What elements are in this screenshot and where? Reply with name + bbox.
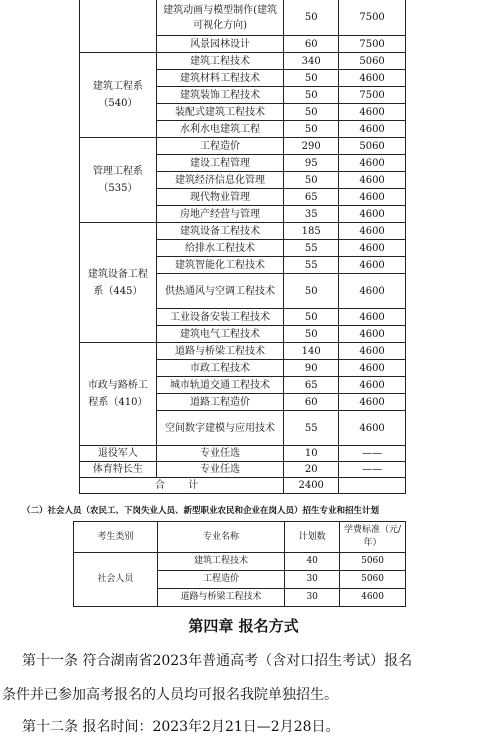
fee-cell: 4600 — [339, 326, 406, 343]
table-row — [80, 138, 406, 155]
plan-cell: 50 — [284, 309, 339, 326]
major-cell: 风景园林设计 — [156, 36, 283, 53]
major-cell: 工程造价 — [156, 138, 283, 155]
fee-cell: 4600 — [339, 274, 406, 309]
plan-cell: 185 — [284, 223, 339, 240]
major-cell: 建设工程管理 — [156, 155, 283, 172]
header-fee: 学费标准（元/年） — [340, 522, 406, 553]
plan-cell: 340 — [284, 53, 339, 70]
fee-cell: 5060 — [340, 571, 406, 589]
major-cell: 工业设备安装工程技术 — [156, 309, 283, 326]
major-cell: 建筑工程技术 — [157, 553, 285, 571]
major-cell: 道路与桥梁工程技术 — [157, 589, 285, 607]
plan-cell: 65 — [284, 189, 339, 206]
major-cell: 道路工程造价 — [156, 394, 283, 411]
major-cell: 建筑材料工程技术 — [156, 70, 283, 87]
total-label: 合 计 — [80, 478, 284, 494]
major-cell: 城市轨道交通工程技术 — [156, 377, 283, 394]
type-cell: 社会人员 — [74, 553, 158, 607]
chapter-title: 第四章 报名方式 — [188, 617, 299, 635]
major-cell: 建筑动画与模型制作(建筑可视化方向) — [156, 0, 283, 36]
table-row — [80, 446, 406, 462]
fee-cell: 4600 — [339, 257, 406, 274]
dept-cell: 建筑设备工程系（445） — [80, 223, 157, 343]
fee-cell: 4600 — [339, 223, 406, 240]
plan-cell: 65 — [284, 377, 339, 394]
fee-cell: 7500 — [339, 36, 406, 53]
table-row — [80, 223, 406, 240]
plan-cell: 50 — [284, 0, 339, 36]
major-cell: 道路与桥梁工程技术 — [156, 343, 283, 360]
fee-cell: 4600 — [339, 172, 406, 189]
dept-cell: 市政与路桥工程系（410） — [80, 343, 157, 446]
table-row — [80, 53, 406, 70]
plan-cell: 60 — [284, 36, 339, 53]
plan-cell: 50 — [284, 104, 339, 121]
plan-cell: 55 — [284, 240, 339, 257]
fee-cell: 4600 — [339, 309, 406, 326]
header-major: 专业名称 — [157, 522, 285, 553]
plan-cell: 30 — [285, 571, 340, 589]
major-cell: 建筑设备工程技术 — [156, 223, 283, 240]
fee-cell: 4600 — [339, 377, 406, 394]
header-type: 考生类别 — [74, 522, 158, 553]
major-cell: 专业任选 — [156, 462, 283, 478]
fee-cell: 4600 — [339, 104, 406, 121]
enrollment-plan-table — [79, 0, 406, 494]
plan-cell: 55 — [284, 411, 339, 446]
major-cell: 建筑经济信息化管理 — [156, 172, 283, 189]
table-row — [80, 343, 406, 360]
plan-cell: 20 — [284, 462, 339, 478]
table-row — [80, 462, 406, 478]
fee-cell: 7500 — [339, 87, 406, 104]
plan-cell: 50 — [284, 121, 339, 138]
major-cell: 空间数字建模与应用技术 — [156, 411, 283, 446]
plan-cell: 50 — [284, 172, 339, 189]
fee-cell: 4600 — [339, 70, 406, 87]
header-row — [74, 522, 406, 553]
major-cell: 给排水工程技术 — [156, 240, 283, 257]
dept-cell: 管理工程系（535） — [80, 138, 157, 223]
fee-cell: 4600 — [339, 360, 406, 377]
fee-cell: 4600 — [339, 411, 406, 446]
article-12: 第十二条 报名时间：2023年2月21日—2月28日。 — [22, 719, 340, 735]
total-value: 2400 — [284, 478, 339, 494]
fee-cell: 4600 — [339, 240, 406, 257]
header-plan: 计划数 — [285, 522, 340, 553]
plan-cell: 50 — [284, 87, 339, 104]
section-title: （二）社会人员（农民工、下岗失业人员、新型职业农民和企业在岗人员）招生专业和招生计划 — [22, 506, 380, 516]
social-enrollment-table — [73, 521, 406, 607]
plan-cell: 60 — [284, 394, 339, 411]
fee-cell: 4600 — [339, 394, 406, 411]
plan-cell: 290 — [284, 138, 339, 155]
fee-cell: 5060 — [339, 53, 406, 70]
fee-cell: 4600 — [339, 206, 406, 223]
table-row — [74, 553, 406, 571]
fee-cell: 4600 — [339, 189, 406, 206]
major-cell: 水利水电建筑工程 — [156, 121, 283, 138]
major-cell: 工程造价 — [157, 571, 285, 589]
fee-cell: 4600 — [339, 121, 406, 138]
fee-cell: 4600 — [339, 155, 406, 172]
fee-cell: —— — [339, 462, 406, 478]
major-cell: 建筑装饰工程技术 — [156, 87, 283, 104]
fee-cell: 5060 — [339, 138, 406, 155]
major-cell: 供热通风与空调工程技术 — [156, 274, 283, 309]
plan-cell: 50 — [284, 274, 339, 309]
type-cell: 体育特长生 — [80, 462, 157, 478]
fee-cell: 7500 — [339, 0, 406, 36]
plan-cell: 30 — [285, 589, 340, 607]
fee-cell: 4600 — [339, 343, 406, 360]
total-fee-empty — [339, 478, 406, 494]
plan-cell: 10 — [284, 446, 339, 462]
major-cell: 建筑工程技术 — [156, 53, 283, 70]
fee-cell: 4600 — [340, 589, 406, 607]
plan-cell: 90 — [284, 360, 339, 377]
plan-cell: 55 — [284, 257, 339, 274]
fee-cell: 5060 — [340, 553, 406, 571]
major-cell: 建筑智能化工程技术 — [156, 257, 283, 274]
total-row — [80, 478, 406, 494]
plan-cell: 95 — [284, 155, 339, 172]
major-cell: 建筑电气工程技术 — [156, 326, 283, 343]
fee-cell: —— — [339, 446, 406, 462]
article-11-line-2: 条件并已参加高考报名的人员均可报名我院单独招生。 — [2, 687, 338, 703]
plan-cell: 50 — [284, 70, 339, 87]
article-11-line-1: 第十一条 符合湖南省2023年普通高考（含对口招生考试）报名 — [22, 653, 413, 669]
dept-cell: 建筑工程系（540） — [80, 53, 157, 138]
plan-cell: 35 — [284, 206, 339, 223]
plan-cell: 140 — [284, 343, 339, 360]
plan-cell: 50 — [284, 326, 339, 343]
plan-cell: 40 — [285, 553, 340, 571]
type-cell: 退役军人 — [80, 446, 157, 462]
major-cell: 专业任选 — [156, 446, 283, 462]
dept-cell-continued — [80, 0, 157, 53]
major-cell: 房地产经营与管理 — [156, 206, 283, 223]
major-cell: 装配式建筑工程技术 — [156, 104, 283, 121]
table-row — [80, 0, 406, 36]
major-cell: 市政工程技术 — [156, 360, 283, 377]
major-cell: 现代物业管理 — [156, 189, 283, 206]
